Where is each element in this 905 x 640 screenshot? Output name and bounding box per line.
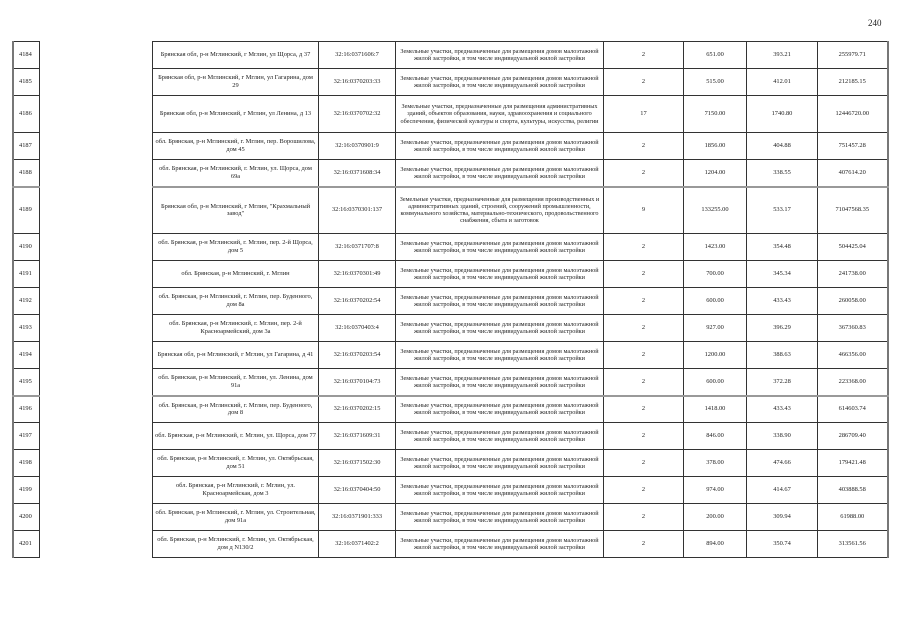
table-row	[13, 315, 40, 342]
purpose-cell: Земельные участки, предназначенные для размещения домов малоэтажной жилой застройки, в том числе индивидуальной жилой застройки	[396, 369, 604, 396]
purpose-cell: Земельные участки, предназначенные для размещения домов малоэтажной жилой застройки, в том числе индивидуальной жилой застройки	[396, 234, 604, 261]
count-cell: 2	[604, 531, 684, 558]
row-number-cell: 4201	[13, 531, 40, 558]
value-cell: 313561.56	[818, 531, 888, 558]
table-row	[13, 531, 40, 558]
table-row	[13, 133, 40, 160]
count-cell: 9	[604, 187, 684, 234]
table-row	[13, 42, 40, 69]
table-row	[13, 261, 40, 288]
address-cell: обл. Брянская, р-н Мглинский, г. Мглин, ул. Красноармейская, дом 3	[153, 477, 319, 504]
purpose-cell: Земельные участки, предназначенные для размещения домов малоэтажной жилой застройки, в том числе индивидуальной жилой застройки	[396, 160, 604, 187]
purpose-cell: Земельные участки, предназначенные для размещения административных зданий, объектов образования, науки, здравоохранения и социального обеспечения, физической культуры и спорта, культуры, искусства, религии	[396, 96, 604, 133]
value-cell: 403888.58	[818, 477, 888, 504]
rate-cell: 372.28	[747, 369, 818, 396]
value-cell: 12446720.00	[818, 96, 888, 133]
table-row	[153, 531, 888, 558]
row-number-cell: 4188	[13, 160, 40, 187]
count-cell: 2	[604, 396, 684, 423]
table-row	[153, 288, 888, 315]
count-cell: 2	[604, 133, 684, 160]
rate-cell: 393.21	[747, 42, 818, 69]
table-row	[13, 187, 40, 234]
cadastral-number-cell: 32:16:0370403:4	[319, 315, 396, 342]
cadastral-number-cell: 32:16:0370203:54	[319, 342, 396, 369]
rate-cell: 433.43	[747, 288, 818, 315]
purpose-cell: Земельные участки, предназначенные для размещения домов малоэтажной жилой застройки, в том числе индивидуальной жилой застройки	[396, 450, 604, 477]
table-row	[13, 450, 40, 477]
area-cell: 200.00	[684, 504, 747, 531]
value-cell: 179421.48	[818, 450, 888, 477]
table-row	[13, 69, 40, 96]
count-cell: 2	[604, 315, 684, 342]
area-cell: 378.00	[684, 450, 747, 477]
area-cell: 515.00	[684, 69, 747, 96]
address-cell: обл. Брянская, р-н Мглинский, г. Мглин	[153, 261, 319, 288]
row-number-cell: 4184	[13, 42, 40, 69]
address-cell: обл. Брянская, р-н Мглинский, г. Мглин, пер. 2-й Щорса, дом 5	[153, 234, 319, 261]
value-cell: 223368.00	[818, 369, 888, 396]
row-number-cell: 4191	[13, 261, 40, 288]
purpose-cell: Земельные участки, предназначенные для размещения домов малоэтажной жилой застройки, в том числе индивидуальной жилой застройки	[396, 342, 604, 369]
rate-cell: 338.55	[747, 160, 818, 187]
row-number-cell: 4196	[13, 396, 40, 423]
rate-cell: 412.01	[747, 69, 818, 96]
rate-cell: 354.48	[747, 234, 818, 261]
area-cell: 651.00	[684, 42, 747, 69]
rate-cell: 388.63	[747, 342, 818, 369]
cadastral-number-cell: 32:16:0371901:333	[319, 504, 396, 531]
address-cell: обл. Брянская, р-н Мглинский, г. Мглин, ул. Щорса, дом 77	[153, 423, 319, 450]
row-number-table	[12, 41, 40, 558]
table-row	[13, 342, 40, 369]
rate-cell: 474.66	[747, 450, 818, 477]
count-cell: 2	[604, 504, 684, 531]
table-row	[153, 396, 888, 423]
table-row	[13, 396, 40, 423]
value-cell: 71047568.35	[818, 187, 888, 234]
land-plots-table	[152, 41, 889, 558]
row-number-cell: 4187	[13, 133, 40, 160]
value-cell: 255979.71	[818, 42, 888, 69]
rate-cell: 309.94	[747, 504, 818, 531]
table-row	[153, 261, 888, 288]
value-cell: 751457.28	[818, 133, 888, 160]
row-number-cell: 4189	[13, 187, 40, 234]
address-cell: обл. Брянская, р-н Мглинский, г. Мглин, ул. Строительная, дом 91а	[153, 504, 319, 531]
purpose-cell: Земельные участки, предназначенные для размещения домов малоэтажной жилой застройки, в том числе индивидуальной жилой застройки	[396, 133, 604, 160]
rate-cell: 350.74	[747, 531, 818, 558]
value-cell: 407614.20	[818, 160, 888, 187]
area-cell: 1418.00	[684, 396, 747, 423]
row-number-cell: 4195	[13, 369, 40, 396]
page-number: 240	[868, 18, 882, 28]
purpose-cell: Земельные участки, предназначенные для размещения домов малоэтажной жилой застройки, в том числе индивидуальной жилой застройки	[396, 531, 604, 558]
value-cell: 614603.74	[818, 396, 888, 423]
count-cell: 2	[604, 288, 684, 315]
cadastral-number-cell: 32:16:0370301:49	[319, 261, 396, 288]
area-cell: 600.00	[684, 369, 747, 396]
area-cell: 1856.00	[684, 133, 747, 160]
value-cell: 212185.15	[818, 69, 888, 96]
table-row	[153, 160, 888, 187]
cadastral-number-cell: 32:16:0370404:50	[319, 477, 396, 504]
row-number-cell: 4185	[13, 69, 40, 96]
area-cell: 846.00	[684, 423, 747, 450]
address-cell: Брянская обл, р-н Мглинский, г Мглин, ул Гагарина, д 41	[153, 342, 319, 369]
row-number-cell: 4192	[13, 288, 40, 315]
table-row	[153, 42, 888, 69]
count-cell: 2	[604, 477, 684, 504]
cadastral-number-cell: 32:16:0371502:30	[319, 450, 396, 477]
address-cell: обл. Брянская, р-н Мглинский, г. Мглин, ул. Октябрьская, дом 51	[153, 450, 319, 477]
area-cell: 700.00	[684, 261, 747, 288]
row-number-cell: 4194	[13, 342, 40, 369]
area-cell: 974.00	[684, 477, 747, 504]
purpose-cell: Земельные участки, предназначенные для размещения домов малоэтажной жилой застройки, в том числе индивидуальной жилой застройки	[396, 504, 604, 531]
table-row	[153, 187, 888, 234]
count-cell: 2	[604, 450, 684, 477]
address-cell: Брянская обл, р-н Мглинский, г Мглин, ул Гагарина, дом 29	[153, 69, 319, 96]
table-row	[153, 342, 888, 369]
cadastral-number-cell: 32:16:0371402:2	[319, 531, 396, 558]
area-cell: 133255.00	[684, 187, 747, 234]
purpose-cell: Земельные участки, предназначенные для размещения домов малоэтажной жилой застройки, в том числе индивидуальной жилой застройки	[396, 288, 604, 315]
cadastral-number-cell: 32:16:0371609:31	[319, 423, 396, 450]
cadastral-number-cell: 32:16:0370901:9	[319, 133, 396, 160]
address-cell: обл. Брянская, р-н Мглинский, г. Мглин, ул. Ленина, дом 91а	[153, 369, 319, 396]
cadastral-number-cell: 32:16:0370203:33	[319, 69, 396, 96]
count-cell: 2	[604, 423, 684, 450]
address-cell: обл. Брянская, р-н Мглинский, г. Мглин, пер. Буденного, дом 8	[153, 396, 319, 423]
rate-cell: 414.67	[747, 477, 818, 504]
rate-cell: 396.29	[747, 315, 818, 342]
count-cell: 2	[604, 369, 684, 396]
count-cell: 17	[604, 96, 684, 133]
table-row	[153, 423, 888, 450]
count-cell: 2	[604, 234, 684, 261]
rate-cell: 533.17	[747, 187, 818, 234]
area-cell: 894.00	[684, 531, 747, 558]
area-cell: 927.00	[684, 315, 747, 342]
address-cell: Брянская обл, р-н Мглинский, г Мглин, ул Щорса, д 37	[153, 42, 319, 69]
table-row	[13, 234, 40, 261]
row-number-cell: 4190	[13, 234, 40, 261]
purpose-cell: Земельные участки, предназначенные для размещения домов малоэтажной жилой застройки, в том числе индивидуальной жилой застройки	[396, 396, 604, 423]
count-cell: 2	[604, 42, 684, 69]
cadastral-number-cell: 32:16:0371707:8	[319, 234, 396, 261]
rate-cell: 345.34	[747, 261, 818, 288]
address-cell: обл. Брянская, р-н Мглинский, г. Мглин, пер. 2-й Красноармейский, дом 3а	[153, 315, 319, 342]
address-cell: обл. Брянская, р-н Мглинский, г. Мглин, ул. Октябрьская, дом д N130/2	[153, 531, 319, 558]
table-row	[13, 288, 40, 315]
table-row	[153, 504, 888, 531]
purpose-cell: Земельные участки, предназначенные для размещения домов малоэтажной жилой застройки, в том числе индивидуальной жилой застройки	[396, 423, 604, 450]
purpose-cell: Земельные участки, предназначенные для размещения домов малоэтажной жилой застройки, в том числе индивидуальной жилой застройки	[396, 42, 604, 69]
table-row	[13, 477, 40, 504]
area-cell: 1423.00	[684, 234, 747, 261]
count-cell: 2	[604, 261, 684, 288]
row-number-cell: 4186	[13, 96, 40, 133]
value-cell: 367360.83	[818, 315, 888, 342]
table-row	[153, 369, 888, 396]
table-row	[13, 160, 40, 187]
table-row	[153, 234, 888, 261]
area-cell: 600.00	[684, 288, 747, 315]
value-cell: 241738.00	[818, 261, 888, 288]
table-row	[153, 315, 888, 342]
value-cell: 260058.00	[818, 288, 888, 315]
row-number-cell: 4198	[13, 450, 40, 477]
area-cell: 1204.00	[684, 160, 747, 187]
rate-cell: 338.90	[747, 423, 818, 450]
area-cell: 7150.00	[684, 96, 747, 133]
table-row	[153, 450, 888, 477]
purpose-cell: Земельные участки, предназначенные для размещения производственных и административных зданий, строений, сооружений промышленности, коммунального хозяйства, материально-технического, продовольственного снабжения, сбыта и заготовок	[396, 187, 604, 234]
address-cell: обл. Брянская, р-н Мглинский, г. Мглин, пер. Буденного, дом 8а	[153, 288, 319, 315]
table-row	[13, 504, 40, 531]
count-cell: 2	[604, 69, 684, 96]
purpose-cell: Земельные участки, предназначенные для размещения домов малоэтажной жилой застройки, в том числе индивидуальной жилой застройки	[396, 261, 604, 288]
row-number-cell: 4197	[13, 423, 40, 450]
address-cell: Брянская обл, р-н Мглинский, г Мглин, ул Ленина, д 13	[153, 96, 319, 133]
cadastral-number-cell: 32:16:0370202:15	[319, 396, 396, 423]
table-row	[153, 69, 888, 96]
address-cell: обл. Брянская, р-н Мглинский, г. Мглин, пер. Ворошилова, дом 45	[153, 133, 319, 160]
row-number-cell: 4200	[13, 504, 40, 531]
table-row	[13, 96, 40, 133]
rate-cell: 433.43	[747, 396, 818, 423]
row-number-cell: 4193	[13, 315, 40, 342]
value-cell: 286709.40	[818, 423, 888, 450]
address-cell: обл. Брянская, р-н Мглинский, г. Мглин, ул. Щорса, дом 69а	[153, 160, 319, 187]
table-row	[153, 133, 888, 160]
rate-cell: 1740.80	[747, 96, 818, 133]
table-row	[153, 477, 888, 504]
address-cell: Брянская обл, р-н Мглинский, г Мглин, "Крахмальный завод"	[153, 187, 319, 234]
value-cell: 466356.00	[818, 342, 888, 369]
cadastral-number-cell: 32:16:0370104:73	[319, 369, 396, 396]
cadastral-number-cell: 32:16:0371608:34	[319, 160, 396, 187]
cadastral-number-cell: 32:16:0370702:32	[319, 96, 396, 133]
purpose-cell: Земельные участки, предназначенные для размещения домов малоэтажной жилой застройки, в том числе индивидуальной жилой застройки	[396, 477, 604, 504]
row-number-cell: 4199	[13, 477, 40, 504]
cadastral-number-cell: 32:16:0370301:137	[319, 187, 396, 234]
value-cell: 504425.04	[818, 234, 888, 261]
cadastral-number-cell: 32:16:0370202:54	[319, 288, 396, 315]
table-row	[13, 369, 40, 396]
cadastral-number-cell: 32:16:0371606:7	[319, 42, 396, 69]
count-cell: 2	[604, 160, 684, 187]
area-cell: 1200.00	[684, 342, 747, 369]
value-cell: 61988.00	[818, 504, 888, 531]
purpose-cell: Земельные участки, предназначенные для размещения домов малоэтажной жилой застройки, в том числе индивидуальной жилой застройки	[396, 315, 604, 342]
table-row	[13, 423, 40, 450]
table-row	[153, 96, 888, 133]
purpose-cell: Земельные участки, предназначенные для размещения домов малоэтажной жилой застройки, в том числе индивидуальной жилой застройки	[396, 69, 604, 96]
rate-cell: 404.88	[747, 133, 818, 160]
count-cell: 2	[604, 342, 684, 369]
